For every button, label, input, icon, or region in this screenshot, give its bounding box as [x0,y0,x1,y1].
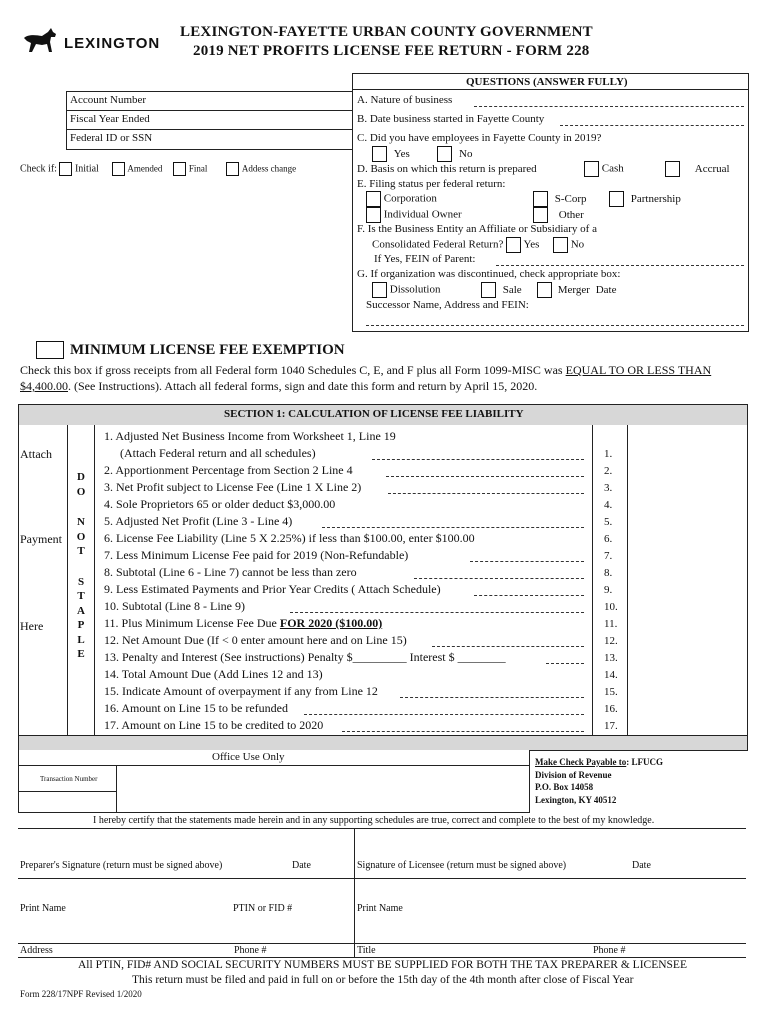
initial-checkbox[interactable] [59,162,72,176]
logo-text: LEXINGTON [64,35,161,52]
line-9: 9. Less Estimated Payments and Prior Year Credits ( Attach Schedule) [104,582,441,596]
title-label: Title [357,945,376,956]
line-3: 3. Net Profit subject to License Fee (Line 1 X Line 2) [104,480,362,494]
dns-letter: O [76,530,86,543]
po-box: P.O. Box 14058 [535,782,594,792]
line-num: 3. [604,482,613,494]
affiliate-no-label: No [570,238,585,251]
amount-field-11[interactable] [628,613,744,629]
line-12: 12. Net Amount Due (If < 0 enter amount here and on Line 15) [104,633,407,647]
licensee-signature-label: Signature of Licensee (return must be signed above) [357,860,567,871]
dns-letter: T [77,545,85,557]
dns-letter: D [77,471,85,483]
sale-checkbox[interactable] [481,282,496,298]
preparer-phone-label: Phone # [234,945,267,956]
payable-label: Make Check Payable to [535,757,627,767]
preparer-signature-field[interactable] [20,832,350,858]
affiliate-no-checkbox[interactable] [553,237,568,253]
line-num: 4. [604,499,613,511]
amended-label: Amended [127,163,163,174]
question-g: G. If organization was discontinued, check appropriate box: [357,268,621,280]
questions-header: QUESTIONS (ANSWER FULLY) [466,76,628,88]
preparer-print-name-label: Print Name [20,903,66,914]
office-use-label: Office Use Only [212,751,285,763]
amount-field-16[interactable] [628,698,744,714]
employees-no-checkbox[interactable] [437,146,452,162]
merger-label: Merger [557,283,590,296]
sale-label: Sale [502,283,522,296]
other-checkbox[interactable] [533,207,548,223]
merger-date-label: Date [595,283,617,296]
dns-letter: N [77,516,85,528]
address-label: Address [20,945,53,956]
partnership-label: Partnership [630,192,681,205]
certify-text: I hereby certify that the statements made herein and in any supporting schedules are true, correct and complete to the best of my knowledge. [93,815,655,826]
licensee-signature-field[interactable] [357,832,742,858]
question-c: C. Did you have employees in Fayette County in 2019? [357,132,602,144]
corporation-label: Corporation [383,192,437,205]
line-num: 2. [604,465,613,477]
line-num: 14. [604,669,618,681]
dns-letter: S [77,575,85,588]
line-15: 15. Indicate Amount of overpayment if any from Line 12 [104,684,378,698]
line-13: 13. Penalty and Interest (See instructions) Penalty $_________ Interest $ ________ [104,650,506,664]
dissolution-label: Dissolution [389,283,441,296]
dns-letter: A [77,604,85,617]
amount-field-8[interactable] [628,562,744,578]
amount-field-3[interactable] [628,477,744,493]
check-if-row [20,162,296,176]
line-num: 11. [604,618,618,630]
section1-title: SECTION 1: CALCULATION OF LICENSE FEE LIABILITY [224,408,524,420]
licensee-date-label: Date [632,860,651,871]
line-num: 15. [604,686,618,698]
federal-id-label: Federal ID or SSN [70,132,153,144]
section-divider [18,735,748,751]
line-1b: (Attach Federal return and all schedules) [120,446,316,460]
line-2: 2. Apportionment Percentage from Section 2 Line 4 [104,463,353,477]
exemption-text-a: Check this box if gross receipts from all Federal form 1040 Schedules C, E, and F plus all Form 1099-MISC was [20,363,563,377]
ptin-label: PTIN or FID # [233,903,293,914]
scorp-checkbox[interactable] [533,191,548,207]
line-num: 9. [604,584,613,596]
division: Division of Revenue [535,769,612,780]
form-id: Form 228/17NPF Revised 1/2020 [20,989,142,999]
amount-field-17[interactable] [628,715,744,731]
employees-no-label: No [459,147,473,160]
payment-label: Payment [20,532,62,546]
page-title: LEXINGTON-FAYETTE URBAN COUNTY GOVERNMENT [180,24,593,40]
check-if-label: Check if: [20,163,57,175]
payable-to: : LFUCG [626,757,663,767]
address-change-label: Addess change [241,163,297,174]
final-checkbox[interactable] [173,162,186,176]
do-not-staple [74,470,88,662]
line-num: 17. [604,720,618,732]
horse-icon [22,26,60,56]
line-1: 1. Adjusted Net Business Income from Worksheet 1, Line 19 [104,429,396,443]
partnership-checkbox[interactable] [609,191,624,207]
line-num: 16. [604,703,618,715]
line-4: 4. Sole Proprietors 65 or older deduct $3,000.00 [104,497,336,511]
exemption-text-line2 [20,379,537,394]
amount-field-1[interactable] [628,443,744,459]
licensee-print-name-label: Print Name [357,903,403,914]
question-d: D. Basis on which this return is prepared [357,163,537,175]
line-num: 10. [604,601,618,613]
successor-label: Successor Name, Address and FEIN: [366,299,529,311]
page-subtitle: 2019 NET PROFITS LICENSE FEE RETURN - FORM 228 [193,43,590,59]
line-num: 13. [604,652,618,664]
line-5: 5. Adjusted Net Profit (Line 3 - Line 4) [104,514,293,528]
preparer-signature-label: Preparer's Signature (return must be signed above) [20,860,223,871]
line-11-bold: FOR 2020 ($100.00) [279,616,383,630]
line-7: 7. Less Minimum License Fee paid for 2019 (Non-Refundable) [104,548,409,562]
other-label: Other [558,208,584,221]
question-a: A. Nature of business [357,94,453,106]
exemption-amount: $4,400.00 [20,379,68,393]
dns-letter: L [77,633,85,646]
amount-field-14[interactable] [628,664,744,680]
exemption-text-c: . (See Instructions). Attach all federal forms, sign and date this form and return by April 15, 2020. [68,379,538,393]
question-e: E. Filing status per federal return: [357,178,506,190]
line-num: 1. [604,448,613,460]
amount-field-6[interactable] [628,528,744,544]
address-change-checkbox[interactable] [226,162,239,176]
line-16: 16. Amount on Line 15 to be refunded [104,701,288,715]
cash-checkbox[interactable] [584,161,599,177]
accrual-label: Accrual [694,162,730,175]
final-label: Final [188,163,208,174]
line-10: 10. Subtotal (Line 8 - Line 9) [104,599,245,613]
line-6: 6. License Fee Liability (Line 5 X 2.25%) if less than $100.00, enter $100.00 [104,531,475,545]
line-14: 14. Total Amount Due (Add Lines 12 and 13) [104,667,323,681]
amount-field-12[interactable] [628,630,744,646]
here-label: Here [20,619,44,633]
logo [22,26,172,60]
affiliate-yes-checkbox[interactable] [506,237,521,253]
amount-field-4[interactable] [628,494,744,510]
line-num: 8. [604,567,613,579]
line-8: 8. Subtotal (Line 6 - Line 7) cannot be less than zero [104,565,357,579]
accrual-checkbox[interactable] [665,161,680,177]
preparer-date-label: Date [292,860,311,871]
dns-letter: P [77,619,85,631]
dns-letter: T [77,590,85,602]
amount-field-7[interactable] [628,545,744,561]
line-11-text: 11. Plus Minimum License Fee Due [104,616,277,630]
footer-line2: This return must be filed and paid in full on or before the 15th day of the 4th month after close of Fiscal Year [132,974,634,986]
corporation-checkbox[interactable] [366,191,381,207]
amended-checkbox[interactable] [112,162,125,176]
exemption-text-line1 [20,363,711,378]
individual-owner-label: Individual Owner [383,208,462,221]
licensee-phone-label: Phone # [593,945,626,956]
exemption-checkbox[interactable] [36,341,64,359]
dns-letter: E [77,648,85,660]
amount-field-10[interactable] [628,596,744,612]
attach-label: Attach [20,447,52,461]
amount-field-9[interactable] [628,579,744,595]
amount-field-13[interactable] [628,647,744,663]
line-num: 7. [604,550,613,562]
consolidated-label: Consolidated Federal Return? [372,238,504,251]
amount-field-2[interactable] [628,460,744,476]
employees-yes-label: Yes [393,147,410,160]
initial-label: Initial [74,163,99,175]
fiscal-year-label: Fiscal Year Ended [70,113,150,125]
dns-letter: O [76,485,86,498]
transaction-number-label: Transaction Number [40,775,98,783]
cash-label: Cash [601,162,624,175]
exemption-text-b: EQUAL TO OR LESS THAN [565,363,712,377]
exemption-title: MINIMUM LICENSE FEE EXEMPTION [70,342,345,358]
question-b: B. Date business started in Fayette County [357,113,545,125]
affiliate-yes-label: Yes [523,238,540,251]
account-number-label: Account Number [70,94,147,106]
line-11 [104,616,382,631]
line-num: 5. [604,516,613,528]
amount-field-5[interactable] [628,511,744,527]
amount-field-15[interactable] [628,681,744,697]
individual-owner-checkbox[interactable] [366,207,381,223]
scorp-label: S-Corp [554,192,587,205]
merger-checkbox[interactable] [537,282,552,298]
employees-yes-checkbox[interactable] [372,146,387,162]
line-num: 6. [604,533,613,545]
city: Lexington, KY 40512 [535,794,617,805]
payable-info [535,756,663,806]
fein-parent-label: If Yes, FEIN of Parent: [374,253,476,265]
dissolution-checkbox[interactable] [372,282,387,298]
line-17: 17. Amount on Line 15 to be credited to 2020 [104,718,324,732]
line-num: 12. [604,635,618,647]
footer-line1: All PTIN, FID# AND SOCIAL SECURITY NUMBERS MUST BE SUPPLIED FOR BOTH THE TAX PREPARER & LICENSEE [78,959,687,971]
question-f: F. Is the Business Entity an Affiliate or Subsidiary of a [357,223,597,235]
